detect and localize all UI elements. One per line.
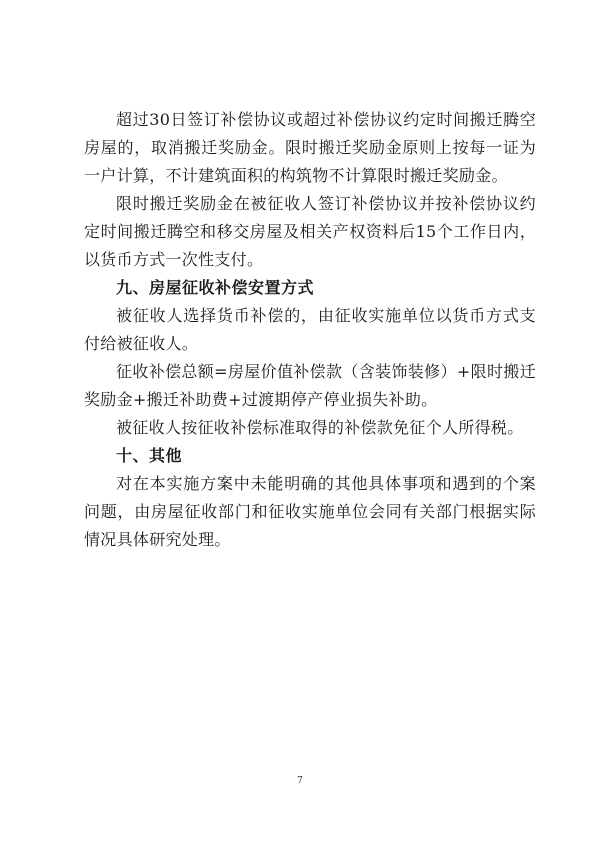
page-number: 7 (297, 776, 303, 786)
document-body (84, 106, 536, 554)
paragraph-other-matters: 对在本实施方案中未能明确的其他具体事项和遇到的个案问题，由房屋征收部门和征收实施单位会同有关部门根据实际情况具体研究处理。 (84, 474, 536, 549)
paragraph-compensation-formula: 征收补偿总额=房屋价值补偿款（含装饰装修）+限时搬迁奖励金+搬迁补助费+过渡期停产停业损失补助。 (84, 362, 536, 409)
paragraph-reward-cancellation: 超过30日签订补偿协议或超过补偿协议约定时间搬迁腾空房屋的，取消搬迁奖励金。限时搬迁奖励金原则上按每一证为一户计算，不计建筑面积的构筑物不计算限时搬迁奖励金。 (84, 110, 536, 185)
section-heading-other: 十、其他 (116, 446, 183, 465)
section-heading-compensation-method: 九、房屋征收补偿安置方式 (116, 278, 315, 297)
paragraph-tax-exemption: 被征收人按征收补偿标准取得的补偿款免征个人所得税。 (116, 418, 524, 437)
paragraph-monetary-compensation: 被征收人选择货币补偿的，由征收实施单位以货币方式支付给被征收人。 (84, 306, 536, 353)
paragraph-reward-payment: 限时搬迁奖励金在被征收人签订补偿协议并按补偿协议约定时间搬迁腾空和移交房屋及相关产权资料后15个工作日内，以货币方式一次性支付。 (84, 194, 536, 269)
